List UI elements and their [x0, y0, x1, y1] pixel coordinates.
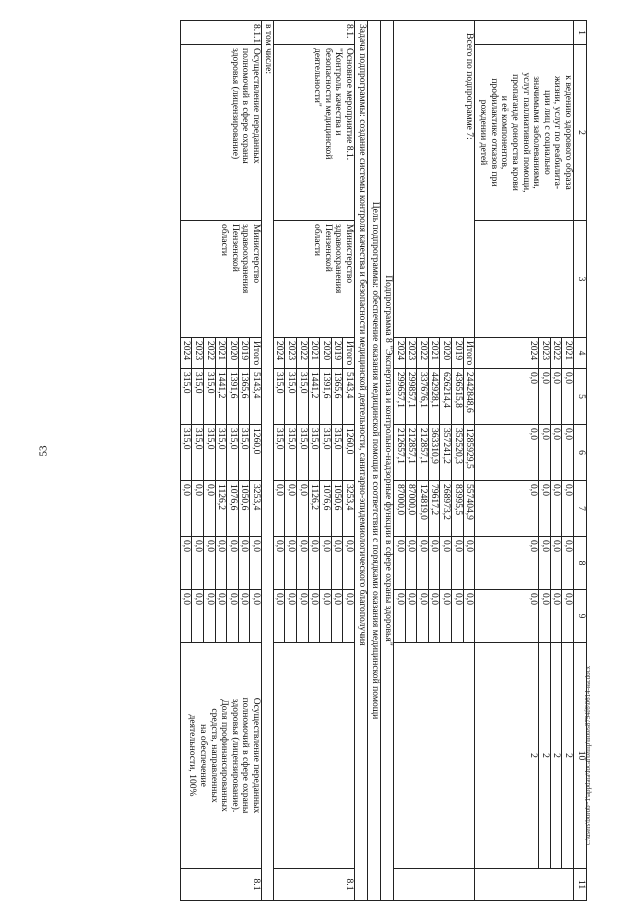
year-cell: 2023 [539, 338, 551, 369]
value-cell: 299657,1 [394, 369, 406, 425]
subprogram-title-row [381, 21, 394, 901]
event-executor-line: Пензенской [322, 224, 334, 272]
value-cell: 0,0 [331, 537, 343, 590]
value-cell: 2442848,6 [463, 369, 475, 425]
value-cell: 0,0 [238, 537, 250, 590]
value-cell: 0,0 [297, 537, 309, 590]
table-body [180, 21, 586, 901]
cont-text-line: жизни, услуг по реабилита- [552, 75, 564, 190]
subprogram-title: Подпрограмма 8 "Экспертиза и контрольно-надзорные функции в сфере охраны здоровья" [381, 21, 394, 901]
value-cell: 0,0 [475, 425, 539, 481]
value-cell: 0,0 [550, 369, 562, 425]
year-cell: 2021 [308, 338, 320, 369]
value-cell: 124819,0 [417, 481, 429, 537]
indicator-value: 2 [539, 643, 551, 869]
value-cell: 0,0 [440, 590, 452, 643]
footer-file-path: c:\users\borob~1\appdata\local\temp\notes8794f6\0614-на.docx [584, 665, 592, 845]
event-indicator-line: на обеспечение [197, 724, 209, 787]
value-cell: 352520,3 [452, 425, 464, 481]
value-cell: 0,0 [285, 481, 297, 537]
event-executor-line: Министерство [250, 224, 262, 284]
year-cell: 2024 [180, 338, 192, 369]
page-number: 53 [37, 445, 50, 457]
value-cell: 0,0 [308, 537, 320, 590]
value-cell: 315,0 [238, 425, 250, 481]
value-cell: 1441,2 [308, 369, 320, 425]
col-number: 1 [574, 21, 587, 45]
value-cell: 1391,6 [320, 369, 332, 425]
cell-empty [394, 643, 475, 869]
value-cell: 0,0 [417, 537, 429, 590]
value-cell: 5143,4 [250, 369, 262, 425]
event-name-line: полномочий в сфере охраны [240, 48, 252, 164]
cell-empty [273, 643, 354, 869]
value-cell: 1441,2 [215, 369, 227, 425]
event-executor-line: области [312, 224, 324, 257]
event-indicator-line: Доля профинансированных [219, 699, 231, 812]
subtotal-label: Всего по подпрограмме 7: [394, 21, 475, 338]
event-executor-line: Министерство [344, 224, 356, 284]
rotated-table-wrapper [87, 20, 587, 900]
event-executor-line: здравоохранения [333, 224, 345, 294]
value-cell: 0,0 [273, 537, 285, 590]
value-cell: 0,0 [394, 590, 406, 643]
value-cell: 299857,1 [405, 369, 417, 425]
value-cell: 0,0 [331, 590, 343, 643]
value-cell: 315,0 [308, 425, 320, 481]
value-cell: 315,0 [273, 425, 285, 481]
value-cell: 0,0 [192, 481, 204, 537]
cont-text-line: значимыми заболеваниями, [531, 76, 543, 189]
value-cell: 1285929,5 [463, 425, 475, 481]
value-cell: 0,0 [273, 481, 285, 537]
in-that-number: в том числе: [261, 21, 273, 901]
event-code: 8.1 [273, 869, 354, 901]
value-cell: 315,0 [215, 425, 227, 481]
subprogram-goal-row [368, 21, 381, 901]
event-indicator [180, 643, 261, 869]
cell-empty [475, 21, 574, 45]
year-row [343, 21, 355, 901]
event-indicator-line: Осуществление переданных [250, 697, 262, 814]
in-that-number-row [261, 21, 273, 901]
value-cell: 0,0 [297, 590, 309, 643]
event-name-line: Осуществление переданных [250, 48, 262, 164]
value-cell: 0,0 [320, 590, 332, 643]
value-cell: 0,0 [203, 481, 215, 537]
cont-text-line: услуг паллиативной помощи, [520, 72, 532, 193]
value-cell: 0,0 [215, 590, 227, 643]
year-cell: 2022 [203, 338, 215, 369]
value-cell: 315,0 [203, 369, 215, 425]
value-cell: 1365,6 [331, 369, 343, 425]
value-cell: 0,0 [550, 537, 562, 590]
value-cell: 0,0 [238, 590, 250, 643]
value-cell: 0,0 [308, 590, 320, 643]
value-cell: 212657,1 [394, 425, 406, 481]
value-cell: 0,0 [215, 537, 227, 590]
value-cell: 0,0 [562, 590, 574, 643]
value-cell: 87000,0 [405, 481, 417, 537]
value-cell: 0,0 [192, 590, 204, 643]
value-cell: 0,0 [250, 590, 262, 643]
subprogram-task-row [355, 21, 368, 901]
event-executor [273, 221, 354, 338]
col-number: 10 [574, 643, 587, 869]
value-cell: 3253,4 [343, 481, 355, 537]
value-cell: 1076,6 [320, 481, 332, 537]
event-name-line: безопасности медицинской [322, 48, 334, 160]
year-cell: Итого [463, 338, 475, 369]
cell-empty [475, 221, 574, 338]
value-cell: 1260,0 [250, 425, 262, 481]
value-cell: 315,0 [203, 425, 215, 481]
year-cell: 2023 [285, 338, 297, 369]
value-cell: 363310,9 [428, 425, 440, 481]
year-row [463, 21, 475, 901]
event-indicator-line: деятельности, 100% [187, 714, 199, 797]
col-number: 2 [574, 45, 587, 221]
value-cell: 1126,2 [215, 481, 227, 537]
year-row [562, 21, 574, 901]
value-cell: 315,0 [297, 369, 309, 425]
value-cell: 315,0 [227, 425, 239, 481]
event-name-line: "Контроль качества и [333, 48, 345, 136]
value-cell: 1050,6 [238, 481, 250, 537]
value-cell: 0,0 [343, 590, 355, 643]
year-cell: 2019 [452, 338, 464, 369]
value-cell: 0,0 [550, 590, 562, 643]
col-number: 4 [574, 338, 587, 369]
value-cell: 0,0 [180, 590, 192, 643]
value-cell: 0,0 [475, 481, 539, 537]
value-cell: 315,0 [180, 369, 192, 425]
cont-text-line: рождении детей [478, 99, 490, 166]
value-cell: 1126,2 [308, 481, 320, 537]
value-cell: 0,0 [343, 537, 355, 590]
value-cell: 0,0 [550, 481, 562, 537]
value-cell: 315,0 [297, 425, 309, 481]
value-cell: 315,0 [192, 425, 204, 481]
col-number: 3 [574, 221, 587, 338]
value-cell: 0,0 [475, 590, 539, 643]
value-cell: 0,0 [562, 369, 574, 425]
event-executor [180, 221, 261, 338]
value-cell: 0,0 [562, 425, 574, 481]
cell-empty [394, 869, 475, 901]
value-cell: 557404,9 [463, 481, 475, 537]
value-cell: 0,0 [562, 537, 574, 590]
event-executor-line: области [219, 224, 231, 257]
value-cell: 0,0 [394, 537, 406, 590]
value-cell: 315,0 [273, 369, 285, 425]
cont-text-line: ции лиц с социально [541, 90, 553, 175]
event-code: 8.1 [180, 869, 261, 901]
value-cell: 357241,2 [440, 425, 452, 481]
event-executor-line: Пензенской [229, 224, 241, 272]
event-number: 8.1. [273, 21, 354, 45]
value-cell: 0,0 [273, 590, 285, 643]
value-cell: 0,0 [285, 590, 297, 643]
value-cell: 0,0 [180, 537, 192, 590]
value-cell: 0,0 [192, 537, 204, 590]
col-number: 9 [574, 590, 587, 643]
value-cell: 0,0 [203, 590, 215, 643]
value-cell: 0,0 [539, 590, 551, 643]
year-cell: 2024 [475, 338, 539, 369]
value-cell: 0,0 [227, 537, 239, 590]
value-cell: 0,0 [285, 537, 297, 590]
value-cell: 0,0 [539, 481, 551, 537]
year-cell: 2021 [215, 338, 227, 369]
subprogram-task: Задача подпрограммы: создание системы контроля качества и безопасности медицинской деятельности, санитарно-эпидемиологического благополучия [355, 21, 368, 901]
event-number: 8.1.1. [180, 21, 261, 45]
value-cell: 212857,1 [417, 425, 429, 481]
value-cell: 626214,4 [440, 369, 452, 425]
value-cell: 0,0 [227, 590, 239, 643]
col-number: 7 [574, 481, 587, 537]
indicator-value: 2 [475, 643, 539, 869]
value-cell: 315,0 [285, 369, 297, 425]
value-cell: 79617,2 [428, 481, 440, 537]
year-cell: Итого [343, 338, 355, 369]
event-indicator-line: средств, направленных [208, 708, 220, 803]
program-table [180, 20, 587, 901]
value-cell: 0,0 [475, 537, 539, 590]
value-cell: 212857,1 [405, 425, 417, 481]
year-cell: 2022 [550, 338, 562, 369]
value-cell: 1365,6 [238, 369, 250, 425]
event-name-line: деятельности" [312, 48, 324, 107]
value-cell: 315,0 [285, 425, 297, 481]
value-cell: 0,0 [539, 369, 551, 425]
cont-text-line: и её компонентов, [499, 95, 511, 170]
value-cell: 5143,4 [343, 369, 355, 425]
year-cell: 2024 [273, 338, 285, 369]
year-cell: 2020 [227, 338, 239, 369]
value-cell: 0,0 [463, 537, 475, 590]
value-cell: 0,0 [562, 481, 574, 537]
year-cell: 2022 [297, 338, 309, 369]
indicator-value: 2 [550, 643, 562, 869]
year-cell: 2022 [417, 338, 429, 369]
value-cell: 0,0 [320, 537, 332, 590]
value-cell: 0,0 [180, 481, 192, 537]
value-cell: 268973,2 [440, 481, 452, 537]
value-cell: 436515,8 [452, 369, 464, 425]
value-cell: 0,0 [405, 590, 417, 643]
indicator-value: 2 [562, 643, 574, 869]
year-cell: 2019 [331, 338, 343, 369]
value-cell: 337676,1 [417, 369, 429, 425]
value-cell: 0,0 [463, 590, 475, 643]
value-cell: 0,0 [550, 425, 562, 481]
value-cell: 83995,5 [452, 481, 464, 537]
year-cell: 2020 [320, 338, 332, 369]
event-name-line: здоровья (лицензирование) [229, 48, 241, 160]
value-cell: 0,0 [539, 425, 551, 481]
year-cell: 2020 [440, 338, 452, 369]
value-cell: 0,0 [539, 537, 551, 590]
value-cell: 0,0 [417, 590, 429, 643]
year-cell: 2023 [192, 338, 204, 369]
value-cell: 1260,0 [343, 425, 355, 481]
value-cell: 0,0 [405, 537, 417, 590]
value-cell: 442928,1 [428, 369, 440, 425]
value-cell: 3253,4 [250, 481, 262, 537]
year-cell: 2019 [238, 338, 250, 369]
value-cell: 0,0 [297, 481, 309, 537]
event-name [180, 45, 261, 221]
col-number: 6 [574, 425, 587, 481]
col-number: 8 [574, 537, 587, 590]
subprogram-goal: Цель подпрограммы: обеспечение оказания медицинской помощи в соответствии с порядками оказания медицинской помощи [368, 21, 381, 901]
value-cell: 315,0 [320, 425, 332, 481]
value-cell: 0,0 [452, 590, 464, 643]
event-name [273, 45, 354, 221]
event-indicator-line: здоровья (лицензирование). [229, 698, 241, 813]
value-cell: 0,0 [203, 537, 215, 590]
year-cell: 2024 [394, 338, 406, 369]
year-cell: 2021 [428, 338, 440, 369]
value-cell: 0,0 [475, 369, 539, 425]
cont-text-line: к ведению здорового образа [563, 75, 574, 190]
value-cell: 315,0 [331, 425, 343, 481]
col-number: 11 [574, 869, 587, 901]
year-row [250, 21, 262, 901]
event-indicator-line: полномочий в сфере охраны [240, 697, 252, 814]
year-cell: 2023 [405, 338, 417, 369]
value-cell: 1050,6 [331, 481, 343, 537]
cont-text-line: профилактике отказов при [488, 78, 500, 187]
cont-text-line: пропаганде донорства крови [510, 74, 522, 191]
value-cell: 0,0 [428, 537, 440, 590]
value-cell: 315,0 [192, 369, 204, 425]
value-cell: 1076,6 [227, 481, 239, 537]
value-cell: 0,0 [250, 537, 262, 590]
value-cell: 87000,0 [394, 481, 406, 537]
value-cell: 1391,6 [227, 369, 239, 425]
event-name-line: Основное мероприятие 8.1. [344, 48, 356, 161]
value-cell: 0,0 [452, 537, 464, 590]
year-cell: 2021 [562, 338, 574, 369]
value-cell: 0,0 [440, 537, 452, 590]
cell-empty [475, 869, 574, 901]
value-cell: 0,0 [428, 590, 440, 643]
year-cell: Итого [250, 338, 262, 369]
col-number: 5 [574, 369, 587, 425]
cont-text [475, 45, 574, 221]
value-cell: 315,0 [180, 425, 192, 481]
event-executor-line: здравоохранения [240, 224, 252, 294]
